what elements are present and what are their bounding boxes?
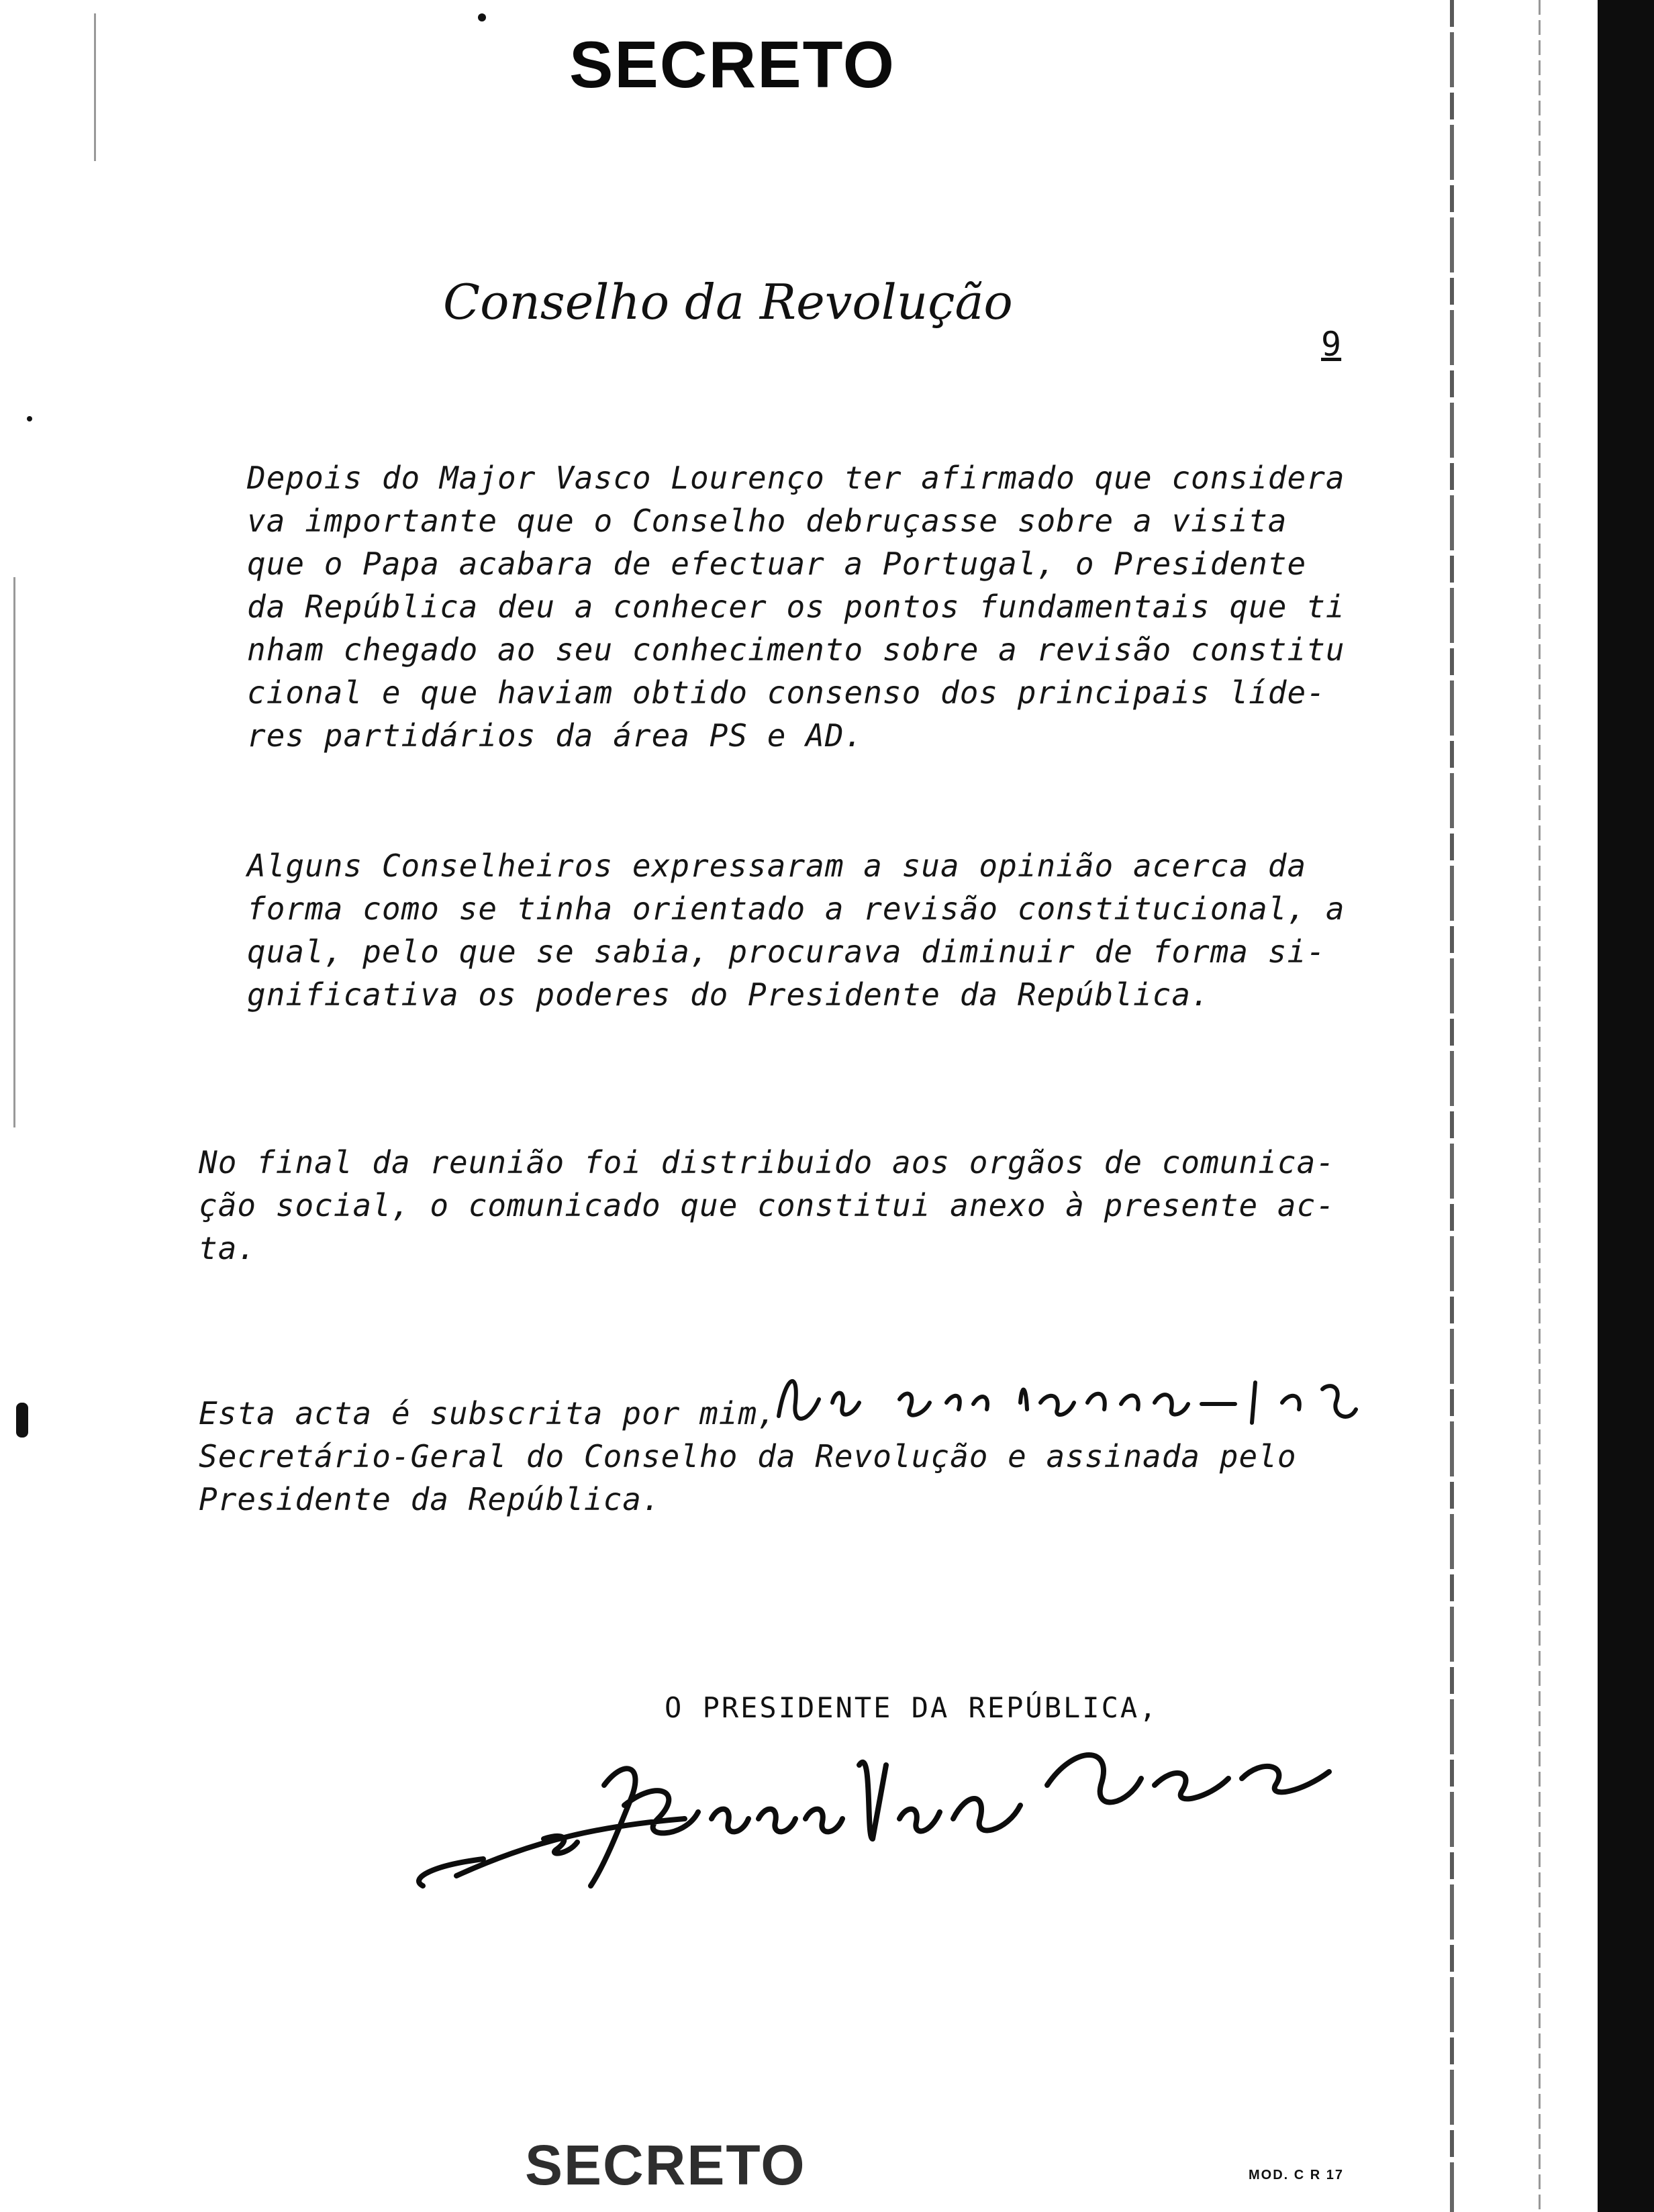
form-code: MOD. C R 17 [1249, 2168, 1345, 2182]
scan-dot [478, 13, 486, 21]
secret-stamp-bottom: SECRETO [525, 2133, 806, 2197]
president-label: O PRESIDENTE DA REPÚBLICA, [665, 1691, 1159, 1724]
secretary-signature [772, 1362, 1363, 1436]
scan-speck [13, 577, 15, 1127]
scan-edge-dotted [1539, 0, 1541, 2212]
secret-stamp-top: SECRETO [569, 28, 895, 101]
scan-dot [27, 416, 32, 421]
scan-speck [94, 13, 96, 161]
paragraph-3: No final da reunião foi distribuido aos orgãos de comunica- ção social, o comunicado que constitui anexo à presente ac- ta. [199, 1144, 1335, 1266]
paragraph-2: Alguns Conselheiros expressaram a sua opinião acerca da forma como se tinha orientado a revisão constitucional, a qual, pelo que se sabia, procurava diminuir de forma si- gnificativa os poderes do Presidente da República. [247, 848, 1345, 1013]
president-signature [403, 1705, 1369, 1906]
page-number: 9 [1321, 325, 1342, 364]
letterhead-title: Conselho da Revolução [443, 274, 1013, 330]
scan-dot [16, 1403, 28, 1438]
paragraph-4: Esta acta é subscrita por mim, Secretário-Geral do Conselho da Revolução e assinada pelo Presidente da República. [199, 1395, 1297, 1517]
scan-edge-line [1450, 0, 1454, 2212]
scan-dark-border [1598, 0, 1654, 2212]
paragraph-1: Depois do Major Vasco Lourenço ter afirmado que considera va importante que o Conselho debruçasse sobre a visita que o Papa acabara de efectuar a Portugal, o Presidente da República deu a conhecer os pontos fundamentais que ti nham chegado ao seu conhecimento sobre a revisão constitu cional e que haviam obtido consenso dos principais líde- res partidários da área PS e AD. [247, 460, 1345, 754]
